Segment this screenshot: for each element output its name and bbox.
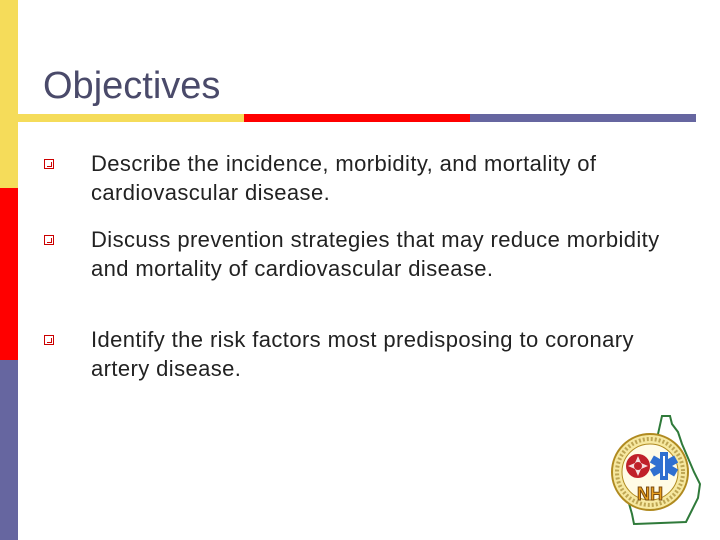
- left-accent-bar-red: [0, 188, 18, 360]
- title-rule-yellow: [18, 114, 244, 122]
- bullet-square-icon: [44, 235, 54, 245]
- left-accent-bar-purple: [0, 360, 18, 540]
- bullet-text: Discuss prevention strategies that may reduce morbidity and mortality of cardiovascular disease.: [91, 227, 660, 281]
- bullet-square-icon: [44, 335, 54, 345]
- slide-title: Objectives: [43, 65, 221, 107]
- fire-cross-icon: [626, 454, 650, 478]
- bullet-square-icon: [44, 159, 54, 169]
- title-rule-red: [244, 114, 470, 122]
- logo-nh-text: NH: [637, 484, 663, 504]
- bullet-text: Identify the risk factors most predisposing to coronary artery disease.: [91, 327, 634, 381]
- nh-ems-seal-icon: [604, 414, 704, 526]
- bullet-text: Describe the incidence, morbidity, and mortality of cardiovascular disease.: [91, 151, 597, 205]
- left-accent-bar-yellow: [0, 0, 18, 188]
- title-rule-purple: [470, 114, 696, 122]
